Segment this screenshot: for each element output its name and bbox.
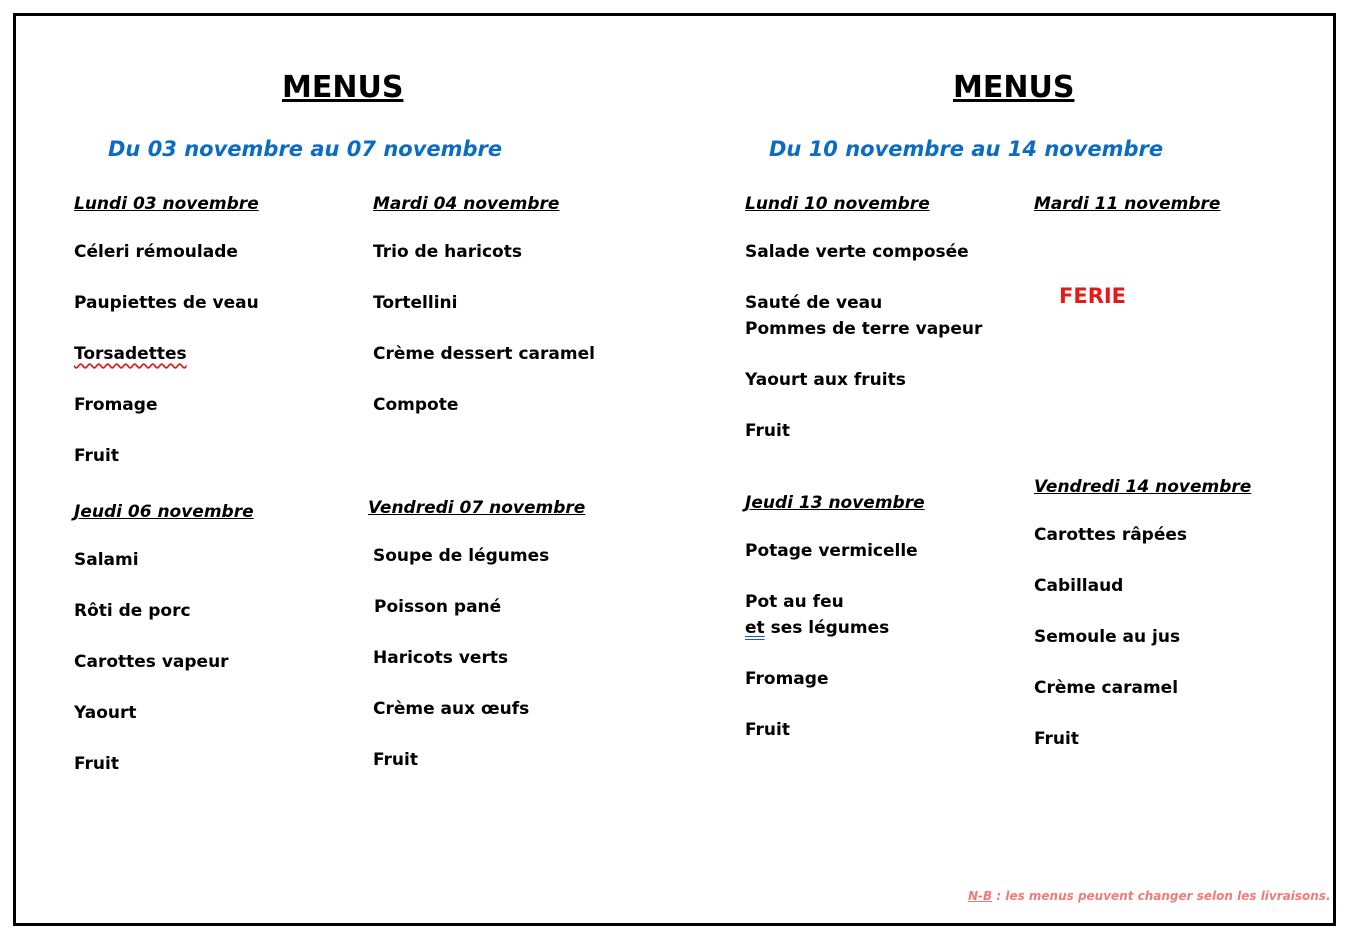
- dish-item: Crème dessert caramel: [373, 344, 595, 364]
- dish-item: Salami: [74, 550, 139, 570]
- dish-item: Carottes vapeur: [74, 652, 229, 672]
- dish-item: Sauté de veau: [745, 293, 883, 313]
- dish-item: Fruit: [74, 446, 119, 466]
- dish-item: Yaourt: [74, 703, 137, 723]
- day-jeudi-06: [74, 502, 254, 777]
- dish-item: Carottes râpées: [1034, 525, 1188, 545]
- dish-item: Fruit: [74, 754, 119, 774]
- dish-item: Potage vermicelle: [745, 541, 918, 561]
- dish-item: Soupe de légumes: [373, 546, 550, 566]
- dish-item: Crème caramel: [1034, 678, 1179, 698]
- day-heading: Mardi 11 novembre: [1034, 194, 1221, 214]
- dish-item: Semoule au jus: [1034, 627, 1181, 647]
- day-vendredi-07: [368, 498, 585, 773]
- dish-item: Paupiettes de veau: [74, 293, 259, 313]
- day-heading: Vendredi 07 novembre: [368, 498, 586, 518]
- holiday-label: FERIE: [1059, 284, 1127, 308]
- dish-item: Fromage: [745, 669, 829, 689]
- day-vendredi-14: [1034, 477, 1251, 752]
- dish-item: Fruit: [373, 750, 418, 770]
- day-mardi-11: [1034, 194, 1220, 214]
- dish-item-text: ses légumes: [770, 618, 890, 638]
- note-text: : les menus peuvent changer selon les livraisons.: [992, 889, 1331, 903]
- day-jeudi-13: [745, 493, 925, 743]
- dish-item: Fruit: [1034, 729, 1079, 749]
- dish-item: Cabillaud: [1034, 576, 1124, 596]
- dish-item: [745, 616, 925, 641]
- week1-date-range: Du 03 novembre au 07 novembre: [108, 137, 503, 161]
- dish-item: Haricots verts: [373, 648, 509, 668]
- dish-item: Céleri rémoulade: [74, 242, 238, 262]
- dish-item: Crème aux œufs: [373, 699, 530, 719]
- dish-item: Salade verte composée: [745, 242, 969, 262]
- grammar-underline: et: [745, 618, 765, 638]
- menu-title-week1: MENUS: [282, 70, 404, 105]
- dish-item: Yaourt aux fruits: [745, 370, 906, 390]
- day-lundi-03: [74, 194, 259, 469]
- dish-item: Fruit: [745, 421, 790, 441]
- dish-item: Fromage: [74, 395, 158, 415]
- day-heading: Jeudi 06 novembre: [74, 502, 254, 522]
- dish-item: Rôti de porc: [74, 601, 191, 621]
- day-mardi-04: [373, 194, 595, 418]
- dish-item: [74, 342, 259, 367]
- dish-item: Fruit: [745, 720, 790, 740]
- spellcheck-underline: Torsadettes: [74, 344, 187, 364]
- day-heading: Jeudi 13 novembre: [745, 493, 925, 513]
- week2-date-range: Du 10 novembre au 14 novembre: [769, 137, 1164, 161]
- day-heading: Lundi 03 novembre: [74, 194, 259, 214]
- dish-item: Compote: [373, 395, 459, 415]
- dish-item: Pot au feu: [745, 592, 844, 612]
- note-prefix: N-B: [968, 889, 993, 903]
- dish-item: Tortellini: [373, 293, 458, 313]
- menu-title-week2: MENUS: [953, 70, 1075, 105]
- day-heading: Mardi 04 novembre: [373, 194, 560, 214]
- delivery-note: [968, 889, 1331, 903]
- dish-item: Trio de haricots: [373, 242, 522, 262]
- day-lundi-10: [745, 194, 982, 444]
- day-heading: Lundi 10 novembre: [745, 194, 930, 214]
- day-heading: Vendredi 14 novembre: [1034, 477, 1252, 497]
- dish-item: Poisson pané: [374, 597, 502, 617]
- dish-item: Pommes de terre vapeur: [745, 319, 983, 339]
